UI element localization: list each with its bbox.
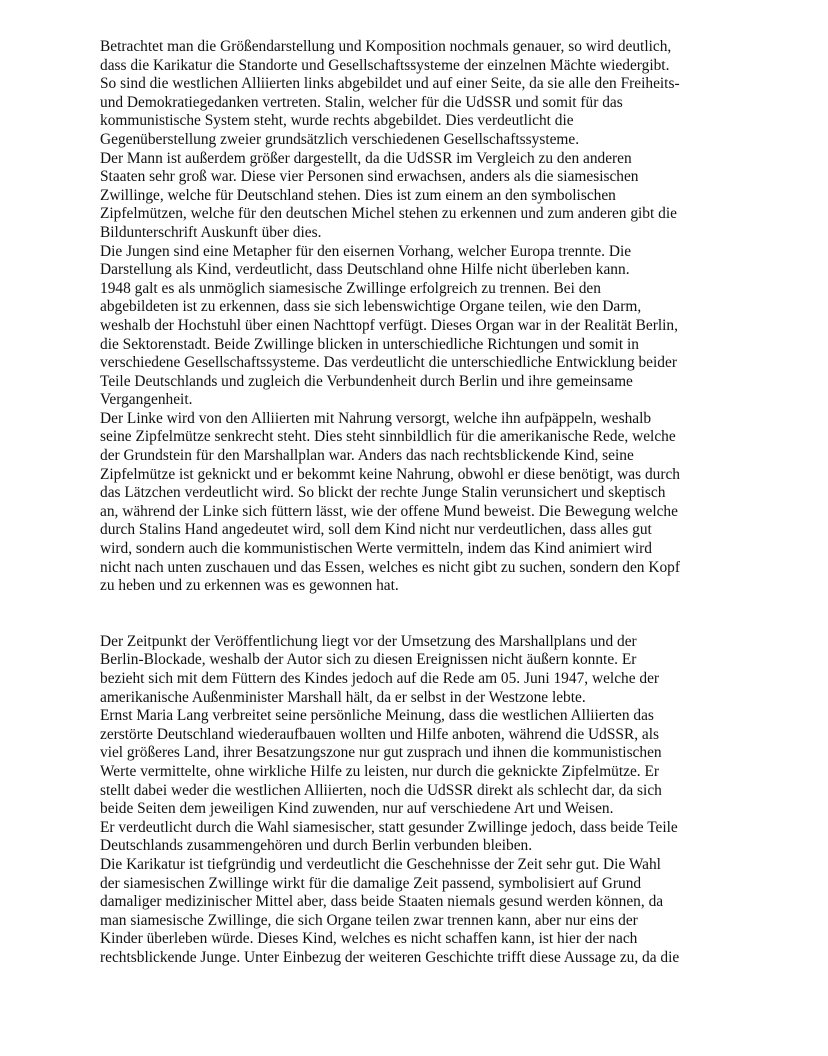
document-page [100, 38, 740, 968]
text-line: seine Zipfelmütze senkrecht steht. Dies steht sinnbildlich für die amerikanische Rede, welche [100, 428, 676, 446]
text-line: Der Mann ist außerdem größer dargestellt, da die UdSSR im Vergleich zu den anderen [100, 149, 632, 167]
text-line: Deutschlands zusammengehören und durch Berlin verbunden bleiben. [100, 837, 533, 855]
text-line: der Grundstein für den Marshallplan war. Anders das nach rechtsblickende Kind, seine [100, 447, 634, 465]
text-line: die Sektorenstadt. Beide Zwillinge blicken in unterschiedliche Richtungen und somit in [100, 335, 639, 353]
text-line: Der Zeitpunkt der Veröffentlichung liegt vor der Umsetzung des Marshallplans und der [100, 632, 637, 650]
text-line: verschiedene Gesellschaftssysteme. Das verdeutlicht die unterschiedliche Entwicklung beider [100, 354, 677, 372]
text-line: amerikanische Außenminister Marshall hält, da er selbst in der Westzone lebte. [100, 688, 586, 706]
text-line: nicht nach unten zuschauen und das Essen, welches es nicht gibt zu suchen, sondern den Kopf [100, 558, 680, 576]
text-line: Zipfelmütze ist geknickt und er bekommt keine Nahrung, obwohl er diese benötigt, was durch [100, 465, 680, 483]
text-line: Berlin-Blockade, weshalb der Autor sich zu diesen Ereignissen nicht äußern konnte. Er [100, 651, 637, 669]
text-line: und Demokratiegedanken vertreten. Stalin, welcher für die UdSSR und somit für das [100, 93, 623, 111]
text-line: Betrachtet man die Größendarstellung und Komposition nochmals genauer, so wird deutlich, [100, 38, 672, 55]
text-line: durch Stalins Hand angedeutet wird, soll dem Kind nicht nur verdeutlichen, dass alles gut [100, 521, 652, 539]
paragraph-analysis [100, 38, 740, 596]
text-line: dass die Karikatur die Standorte und Gesellschaftssysteme der einzelnen Mächte wiedergibt. [100, 56, 670, 74]
text-line: Die Jungen sind eine Metapher für den eisernen Vorhang, welcher Europa trennte. Die [100, 242, 632, 260]
text-line: zerstörte Deutschland wiederaufbauen wollten und Hilfe anboten, während die UdSSR, als [100, 725, 660, 743]
text-line: abgebildeten ist zu erkennen, dass sie sich lebenswichtige Organe teilen, wie den Darm, [100, 298, 642, 316]
text-line: weshalb der Hochstuhl über einen Nachttopf verfügt. Dieses Organ war in der Realität Berlin, [100, 316, 678, 334]
text-line: Vergangenheit. [100, 391, 193, 409]
text-line: Er verdeutlicht durch die Wahl siamesischer, statt gesunder Zwillinge jedoch, dass beide Teile [100, 818, 678, 836]
text-line: Bildunterschrift Auskunft über dies. [100, 223, 322, 241]
text-line: Werte vermittelte, ohne wirkliche Hilfe zu leisten, nur durch die geknickte Zipfelmütze. Er [100, 762, 660, 780]
text-line: rechtsblickende Junge. Unter Einbezug der weiteren Geschichte trifft diese Aussage zu, da die [100, 948, 680, 966]
text-line: Teile Deutschlands und zugleich die Verbundenheit durch Berlin und ihre gemeinsame [100, 372, 633, 390]
text-line: Der Linke wird von den Alliierten mit Nahrung versorgt, welche ihn aufpäppeln, weshalb [100, 409, 652, 427]
text-line: Ernst Maria Lang verbreitet seine persönliche Meinung, dass die westlichen Alliierten das [100, 707, 654, 725]
text-line: bezieht sich mit dem Füttern des Kindes jedoch auf die Rede am 05. Juni 1947, welche der [100, 670, 660, 687]
text-line: Staaten sehr groß war. Diese vier Personen sind erwachsen, anders als die siamesischen [100, 168, 639, 186]
text-line: kommunistische System steht, wurde rechts abgebildet. Dies verdeutlicht die [100, 112, 574, 130]
text-line: Zipfelmützen, welche für den deutschen Michel stehen zu erkennen und zum anderen gibt die [100, 205, 677, 223]
text-line: damaliger medizinischer Mittel aber, dass beide Staaten niemals gesund werden können, da [100, 893, 664, 911]
text-line: Darstellung als Kind, verdeutlicht, dass Deutschland ohne Hilfe nicht überleben kann. [100, 261, 630, 279]
text-line: das Lätzchen verdeutlicht wird. So blickt der rechte Junge Stalin verunsichert und skeptisch [100, 484, 666, 502]
text-line: Kinder überleben würde. Dieses Kind, welches es nicht schaffen kann, ist hier der nach [100, 930, 638, 948]
text-line: viel größeres Land, ihrer Besatzungszone nur gut zusprach und ihnen die kommunistischen [100, 744, 662, 762]
paragraph-gap [100, 596, 740, 633]
paragraph-evaluation [100, 633, 740, 968]
text-line: stellt dabei weder die westlichen Alliierten, noch die UdSSR direkt als schlecht dar, da sich [100, 781, 662, 799]
text-line: Die Karikatur ist tiefgründig und verdeutlicht die Geschehnisse der Zeit sehr gut. Die Wahl [100, 855, 661, 873]
text-line: zu heben und zu erkennen was es gewonnen hat. [100, 577, 399, 595]
text-line: an, während der Linke sich füttern lässt, wie der offene Mund beweist. Die Bewegung welche [100, 502, 678, 520]
text-line: 1948 galt es als unmöglich siamesische Zwillinge erfolgreich zu trennen. Bei den [100, 279, 601, 297]
text-line: Zwillinge, welche für Deutschland stehen. Dies ist zum einem an den symbolischen [100, 186, 616, 204]
text-line: Gegenüberstellung zweier grundsätzlich verschiedenen Gesellschaftssysteme. [100, 130, 580, 148]
text-line: der siamesischen Zwillinge wirkt für die damalige Zeit passend, symbolisiert auf Grund [100, 874, 642, 892]
text-line: man siamesische Zwillinge, die sich Organe teilen zwar trennen kann, aber nur eins der [100, 911, 638, 929]
text-line: beide Seiten dem jeweiligen Kind zuwenden, nur auf verschiedene Art und Weisen. [100, 800, 614, 818]
text-line: wird, sondern auch die kommunistischen Werte vermitteln, indem das Kind animiert wird [100, 540, 652, 558]
text-line: So sind die westlichen Alliierten links abgebildet und auf einer Seite, da sie alle den Freiheits- [100, 75, 680, 93]
